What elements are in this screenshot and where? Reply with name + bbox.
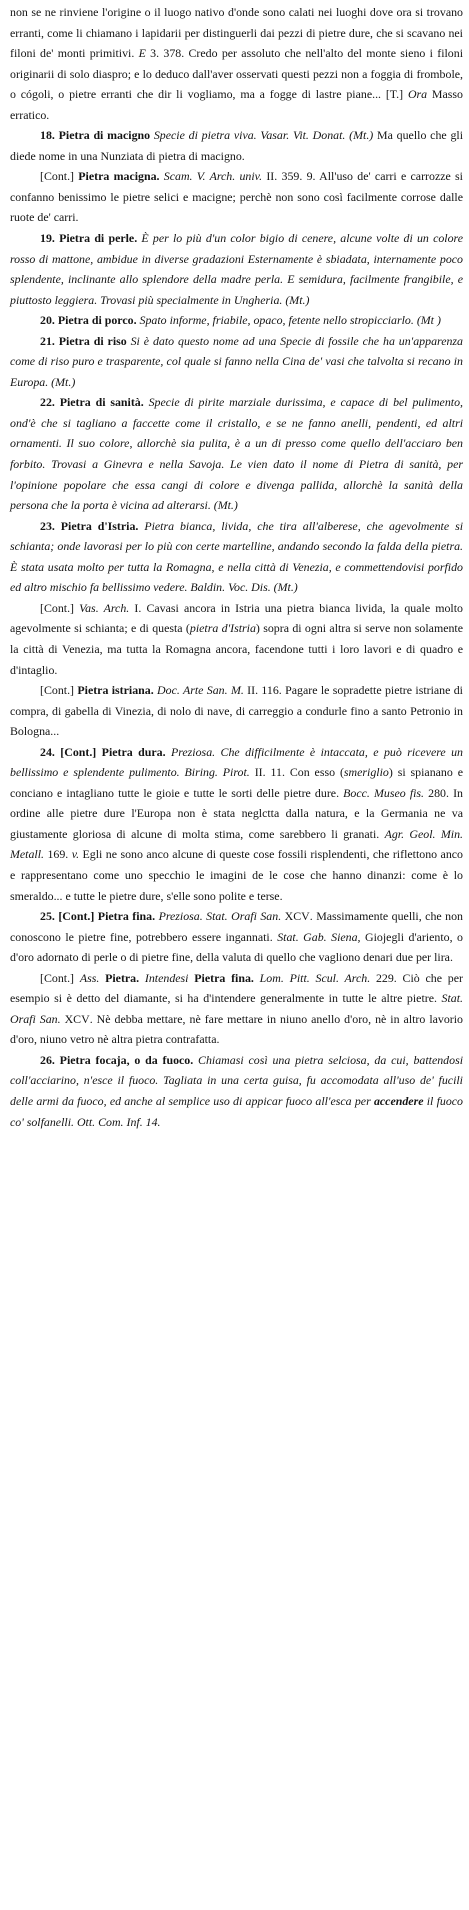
italic-run: Ass. [79, 970, 100, 985]
italic-run: Preziosa. Che difficilmente è intaccata, e può ricevere un bellissimo e splendente pulimento. Biring. Pirot. [10, 744, 463, 780]
italic-run: Ora [407, 87, 428, 102]
entry-23-pietra-istriana [10, 680, 463, 742]
italic-run: Specie di pietra viva. Vasar. Vit. Donat. (Mt.) [150, 128, 374, 143]
entry-headword: 26. Pietra focaja, o da fuoco. [40, 1052, 194, 1067]
italic-run: Scam. V. Arch. univ. [159, 169, 263, 184]
text-run: Ma quello che gli diede nome in una Nunziata di pietra di macigno. [10, 128, 463, 163]
entry-21-pietra-di-riso [10, 331, 463, 393]
entry-headword: 22. Pietra di sanità. [40, 395, 144, 410]
entry-24-pietra-dura [10, 742, 463, 906]
entry-headword: Pietra istriana. [77, 683, 154, 698]
italic-run: Agr. Geol. Min. Metall. [10, 826, 463, 862]
entry-23-pietra-d-istria [10, 516, 463, 598]
text-run: Egli ne sono anco alcune di queste cose fossili risplendenti, che riflettono anco e rappresentano come uno specchio le imagini de le cose che hanno dinanzi: come è lo smeraldo... e tutte le pietre dure, s'elle sono polite e terse. [10, 847, 463, 903]
italic-run: pietra d'Istria [189, 621, 256, 636]
text-run: . Massimamente quelli, che non conoscono le pietre fine, potrebbero essere ingannati. [10, 909, 463, 944]
text-run: II. 116. Pagare le sopradette pietre istriane di compra, di gabella di Vinezia, di nolo di nave, di carreggio a condurle fino a santo Petronio in Bologna... [10, 683, 463, 739]
text-run: I. Cavasi ancora in Istria una pietra bianca livida, la quale molto agevolmente si schianta; e di questa ( [10, 600, 463, 636]
text-run: . Nè debba mettare, nè fare mettare in niuno anello d'oro, nè in altro lavorio d'oro, niuno vetro nè altra pietra contrafatta. [10, 1011, 464, 1047]
entry-continuation [10, 2, 463, 125]
text-run: [Cont.] [40, 683, 78, 698]
italic-run: smeriglio [343, 765, 389, 780]
italic-run: Bocc. Museo fis. [343, 785, 425, 800]
entry-23-vas-arch [10, 598, 463, 680]
entry-25-pietra-fina [10, 906, 463, 968]
italic-run: Chiamasi così una pietra selciosa, da cui, battendosi coll'acciarino, n'esce il fuoco. Tagliata in una certa guisa, fu accomodata all'uso de' fucili delle armi da fuoco, ed anche al semplice uso di appicar fuoco all'esca per [10, 1052, 463, 1108]
entry-18-pietra-macigna [10, 166, 463, 228]
italic-run: Lom. Pitt. Scul. Arch. [259, 970, 371, 985]
entry-headword: 25. [Cont.] Pietra fina. [40, 909, 156, 924]
entry-headword: Pietra macigna. [78, 169, 160, 184]
italic-run: Si è dato questo nome ad una Specie di fossile che ha un'apparenza come di riso puro e trasparente, col quale si fanno nella Cina de' vasi che talvolta si recano in Europa. (Mt.) [10, 333, 463, 389]
entry-headword: 19. Pietra di perle. [40, 231, 138, 246]
text-run: ) sopra di ogni altra si serve non solamente la città di Venezia, ma tutta la Romagna ancora, facendone tutti i loro lavori e di quadro e d'intaglio. [10, 621, 463, 677]
entry-headword: 24. [Cont.] Pietra dura. [40, 744, 166, 759]
text-run: Giojegli d'ariento, o d'oro adornato di perle o di pietre fine, della valuta di quello che vagliono denari due per lira. [10, 929, 464, 965]
entry-headword: 21. Pietra di riso [40, 333, 127, 348]
entry-headword: accendere [373, 1093, 424, 1108]
text-run: XCV [60, 1011, 90, 1026]
italic-run: E [138, 46, 146, 61]
italic-run: Pietra bianca, livida, che tira all'alberese, che agevolmente si schianta; onde lavorasi per lo più con certe martelline, andando secondo la falda della pietra. È stata usata molto per tutta la Romagna, e nella città di Venezia, e commettendovisi porfido ed altro mischio fa bellissimo vedere. Baldin. Voc. Dis. (Mt.) [10, 518, 464, 595]
italic-run: Spato informe, friabile, opaco, fetente nello stropicciarlo. (Mt ) [136, 313, 441, 328]
text-run: [Cont.] [40, 600, 80, 615]
text-run: ) si spianano e conciano e intagliano tutte le gioie e tutte le sorti delle pietre dure. [10, 765, 463, 800]
italic-run: Doc. Arte San. M. [153, 683, 244, 698]
italic-run: Vas. Arch. [79, 600, 130, 615]
entry-20-pietra-di-porco [10, 310, 463, 331]
entry-headword: Pietra fina. [188, 970, 260, 985]
italic-run: v. [71, 847, 80, 862]
text-run: 169. [44, 847, 72, 862]
italic-run: il fuoco co' solfanelli. Ott. Com. Inf. 14. [10, 1093, 463, 1129]
entry-22-pietra-di-sanita [10, 392, 463, 515]
text-run: [Cont.] [40, 169, 79, 184]
entry-18-pietra-di-macigno [10, 125, 463, 166]
text-run: XCV [281, 909, 310, 924]
italic-run: Preziosa. Stat. Orafi San. [155, 909, 282, 924]
text-run: non se ne rinviene l'origine o il luogo nativo d'onde sono calati nei luoghi dove ora si trovano erranti, come li chiamano i lapidarii per distinguerli dai pezzi di pietre dure, che si scavano nei filoni de' monti primitivi. [10, 5, 463, 61]
italic-run: È per lo più d'un color bigio di cenere, alcune volte di un colore rosso di mattone, ambidue in diverse gradazioni Esternamente è sbiadata, internamente poco splendente, inclinante allo splendore della madre perla. E semidura, facilmente frangibile, e piuttosto leggiera. Trovasi più specialmente in Ungheria. (Mt.) [10, 231, 464, 307]
entry-headword: 23. Pietra d'Istria. [40, 518, 139, 533]
text-run: Masso erratico. [10, 87, 463, 122]
text-run: [Cont.] [40, 970, 80, 985]
text-run: II. 11. Con esso ( [249, 765, 344, 780]
entry-headword: 18. Pietra di macigno [40, 128, 151, 143]
italic-run: Stat. Gab. Siena, [277, 929, 361, 944]
text-run: 3. 378. Credo per assoluto che nell'alto del monte sieno i filoni originarii di solo diaspro; e lo deduco dall'aver osservati questi pezzi non a foggia di frombole, o cógoli, o pietre erranti che dir li vogliamo, ma a fogge di lastre piane... [T.] [10, 46, 463, 102]
text-run: 280. In ordine alle pietre dure l'Europa non è stata neglctta dalla natura, e la Germania ne va giustamente gloriosa di alcune di molta stima, come sarebbero li granati. [10, 785, 463, 841]
italic-run: Stat. Orafi San. [10, 991, 463, 1026]
entry-26-pietra-focaja [10, 1050, 463, 1132]
text-run: II. 359. 9. All'uso de' carri e carrozze si confanno benissimo le pietre selici e macigne; perchè non sono così facilmente corrose dalle ruote de' carri. [10, 169, 463, 225]
italic-run: Intendesi [144, 970, 189, 985]
entry-19-pietra-di-perle [10, 228, 463, 310]
entry-headword: Pietra. [99, 970, 145, 985]
italic-run: Specie di pirite marziale durissima, e capace di bel pulimento, ond'è che si tagliano a faccette come il cristallo, e se ne fanno anelli, pendenti, ed altri ornamenti. Il suo colore, allorchè sia pulita, è a un di presso come quello dell'acciaro ben forbito. Trovasi a Ginevra e nella Savoja. Le vien dato il nome di Pietra di sanità, per l'opinione popolare che essa cangi di colore e divenga pallida, allorchè la sanità della persona che la porta è vicina ad alterarsi. (Mt.) [10, 395, 463, 513]
entry-headword: 20. Pietra di porco. [40, 313, 137, 328]
entry-25-ass-pietra [10, 968, 463, 1050]
text-run: 229. Ciò che per esempio si è detto del diamante, si ha d'intendere generalmente in tutte le altre pietre. [10, 970, 463, 1006]
